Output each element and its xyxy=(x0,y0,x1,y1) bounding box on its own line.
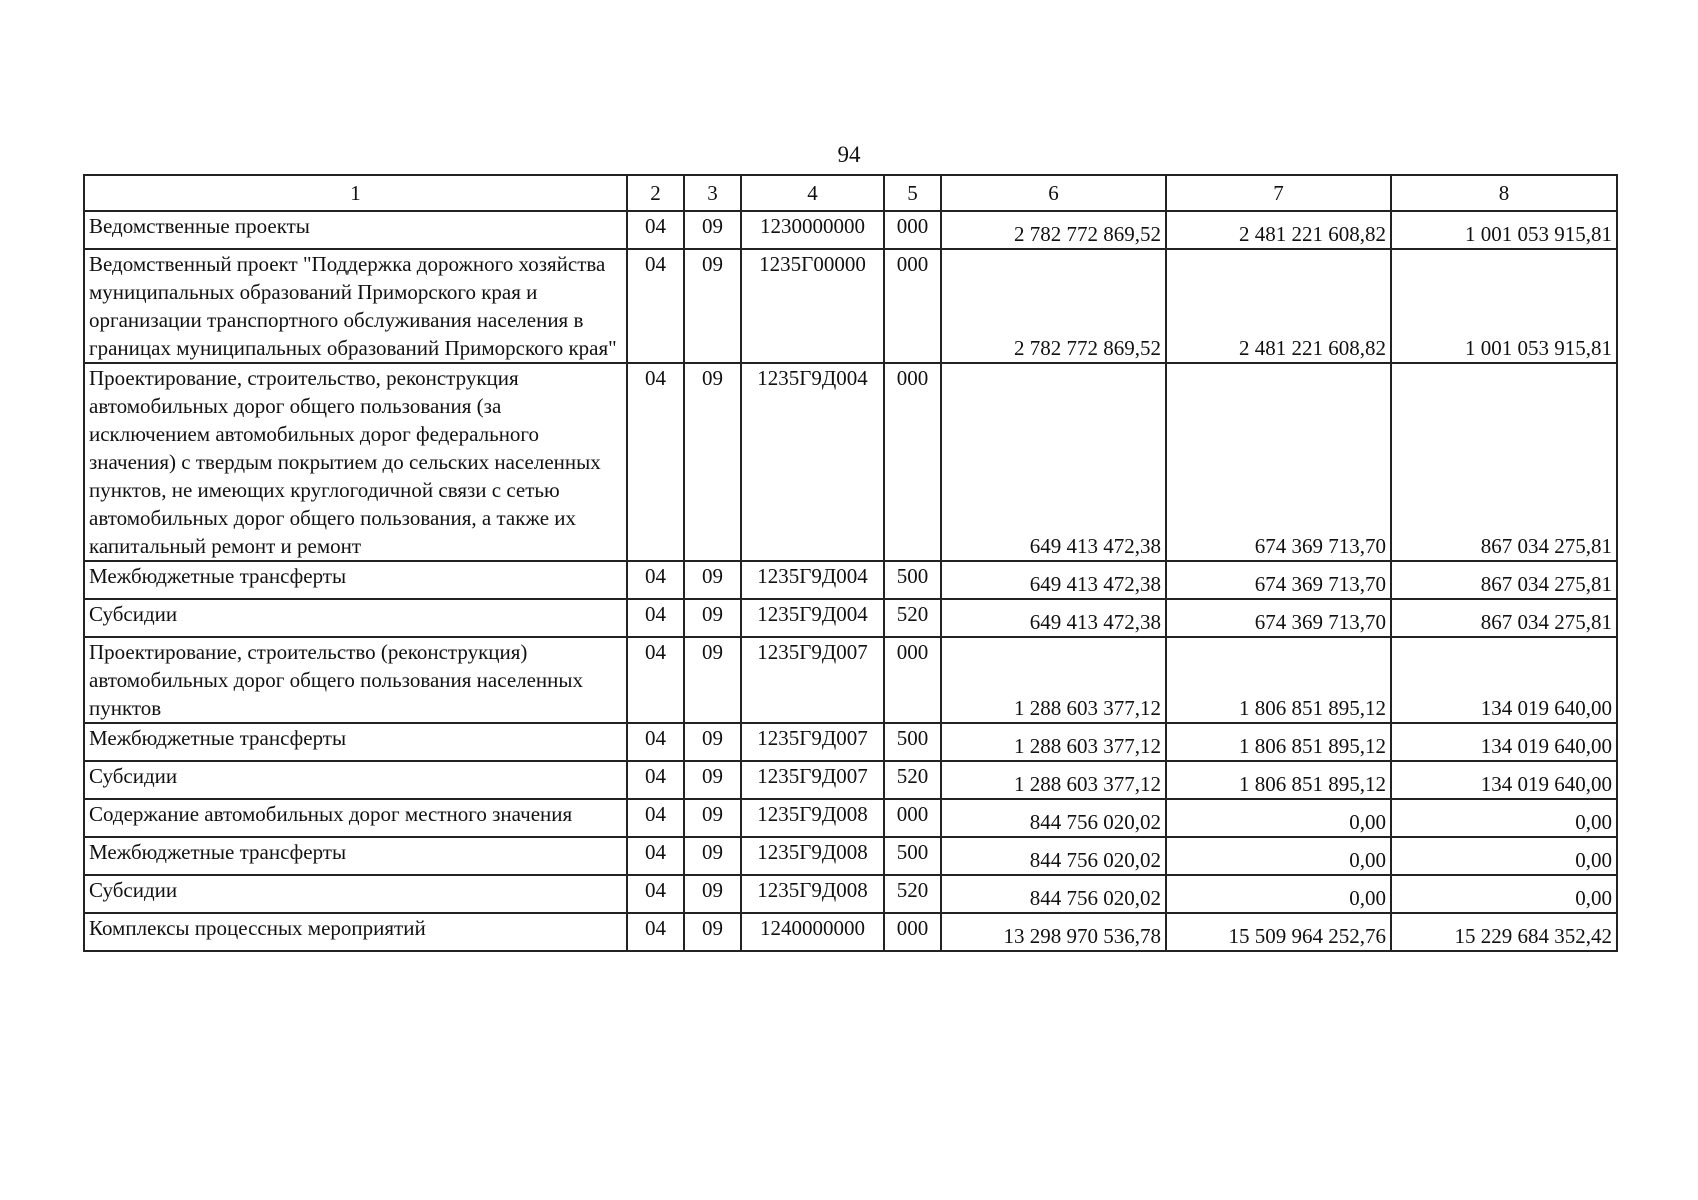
budget-table xyxy=(83,174,1618,952)
table-row xyxy=(84,637,1617,723)
expense-type-code: 000 xyxy=(884,363,941,561)
section-code: 04 xyxy=(627,799,684,837)
target-article-code: 1235Г9Д008 xyxy=(741,875,884,913)
section-code: 04 xyxy=(627,637,684,723)
subsection-code: 09 xyxy=(684,363,741,561)
amount-col-7: 0,00 xyxy=(1166,875,1391,913)
amount-col-6: 649 413 472,38 xyxy=(941,599,1166,637)
amount-col-7: 674 369 713,70 xyxy=(1166,363,1391,561)
table-row xyxy=(84,761,1617,799)
section-code: 04 xyxy=(627,249,684,363)
table-row xyxy=(84,249,1617,363)
amount-col-7: 1 806 851 895,12 xyxy=(1166,761,1391,799)
amount-col-6: 649 413 472,38 xyxy=(941,561,1166,599)
column-header: 5 xyxy=(884,175,941,211)
section-code: 04 xyxy=(627,599,684,637)
section-code: 04 xyxy=(627,723,684,761)
row-name: Субсидии xyxy=(84,761,627,799)
subsection-code: 09 xyxy=(684,637,741,723)
target-article-code: 1235Г9Д008 xyxy=(741,837,884,875)
amount-col-6: 844 756 020,02 xyxy=(941,799,1166,837)
column-header: 4 xyxy=(741,175,884,211)
section-code: 04 xyxy=(627,761,684,799)
amount-col-8: 15 229 684 352,42 xyxy=(1391,913,1617,951)
amount-col-7: 1 806 851 895,12 xyxy=(1166,637,1391,723)
expense-type-code: 000 xyxy=(884,637,941,723)
target-article-code: 1240000000 xyxy=(741,913,884,951)
section-code: 04 xyxy=(627,363,684,561)
section-code: 04 xyxy=(627,837,684,875)
subsection-code: 09 xyxy=(684,599,741,637)
amount-col-7: 674 369 713,70 xyxy=(1166,599,1391,637)
amount-col-8: 134 019 640,00 xyxy=(1391,723,1617,761)
row-name: Проектирование, строительство, реконструкция автомобильных дорог общего пользования (за исключением автомобильных дорог федерального значения) с твердым покрытием до сельских населенных пунктов, не имеющих круглогодичной связи с сетью автомобильных дорог общего пользования, а также их капитальный ремонт и ремонт xyxy=(84,363,627,561)
expense-type-code: 000 xyxy=(884,211,941,249)
amount-col-6: 13 298 970 536,78 xyxy=(941,913,1166,951)
table-row xyxy=(84,799,1617,837)
amount-col-6: 1 288 603 377,12 xyxy=(941,723,1166,761)
target-article-code: 1235Г9Д004 xyxy=(741,363,884,561)
amount-col-8: 134 019 640,00 xyxy=(1391,637,1617,723)
section-code: 04 xyxy=(627,211,684,249)
table-row xyxy=(84,211,1617,249)
row-name: Межбюджетные трансферты xyxy=(84,561,627,599)
subsection-code: 09 xyxy=(684,799,741,837)
row-name: Комплексы процессных мероприятий xyxy=(84,913,627,951)
column-header: 3 xyxy=(684,175,741,211)
target-article-code: 1235Г9Д008 xyxy=(741,799,884,837)
amount-col-8: 1 001 053 915,81 xyxy=(1391,211,1617,249)
row-name: Субсидии xyxy=(84,599,627,637)
subsection-code: 09 xyxy=(684,913,741,951)
row-name: Межбюджетные трансферты xyxy=(84,837,627,875)
table-row xyxy=(84,913,1617,951)
subsection-code: 09 xyxy=(684,723,741,761)
column-number-row xyxy=(84,175,1617,211)
expense-type-code: 500 xyxy=(884,723,941,761)
column-header: 6 xyxy=(941,175,1166,211)
amount-col-8: 134 019 640,00 xyxy=(1391,761,1617,799)
amount-col-6: 844 756 020,02 xyxy=(941,837,1166,875)
section-code: 04 xyxy=(627,913,684,951)
amount-col-7: 1 806 851 895,12 xyxy=(1166,723,1391,761)
amount-col-8: 0,00 xyxy=(1391,799,1617,837)
expense-type-code: 520 xyxy=(884,599,941,637)
column-header: 1 xyxy=(84,175,627,211)
target-article-code: 1235Г9Д004 xyxy=(741,561,884,599)
column-header: 8 xyxy=(1391,175,1617,211)
row-name: Межбюджетные трансферты xyxy=(84,723,627,761)
target-article-code: 1235Г9Д007 xyxy=(741,637,884,723)
amount-col-8: 867 034 275,81 xyxy=(1391,599,1617,637)
amount-col-6: 844 756 020,02 xyxy=(941,875,1166,913)
amount-col-7: 674 369 713,70 xyxy=(1166,561,1391,599)
column-header: 2 xyxy=(627,175,684,211)
amount-col-6: 2 782 772 869,52 xyxy=(941,211,1166,249)
amount-col-8: 1 001 053 915,81 xyxy=(1391,249,1617,363)
amount-col-7: 0,00 xyxy=(1166,799,1391,837)
amount-col-6: 649 413 472,38 xyxy=(941,363,1166,561)
subsection-code: 09 xyxy=(684,761,741,799)
expense-type-code: 000 xyxy=(884,913,941,951)
row-name: Субсидии xyxy=(84,875,627,913)
amount-col-7: 2 481 221 608,82 xyxy=(1166,249,1391,363)
amount-col-8: 0,00 xyxy=(1391,837,1617,875)
amount-col-7: 0,00 xyxy=(1166,837,1391,875)
table-row xyxy=(84,875,1617,913)
row-name: Содержание автомобильных дорог местного значения xyxy=(84,799,627,837)
amount-col-7: 2 481 221 608,82 xyxy=(1166,211,1391,249)
column-header: 7 xyxy=(1166,175,1391,211)
subsection-code: 09 xyxy=(684,875,741,913)
section-code: 04 xyxy=(627,875,684,913)
expense-type-code: 520 xyxy=(884,875,941,913)
expense-type-code: 000 xyxy=(884,249,941,363)
target-article-code: 1235Г9Д007 xyxy=(741,723,884,761)
expense-type-code: 000 xyxy=(884,799,941,837)
subsection-code: 09 xyxy=(684,561,741,599)
amount-col-8: 867 034 275,81 xyxy=(1391,363,1617,561)
target-article-code: 1235Г9Д004 xyxy=(741,599,884,637)
expense-type-code: 500 xyxy=(884,837,941,875)
amount-col-6: 1 288 603 377,12 xyxy=(941,761,1166,799)
amount-col-7: 15 509 964 252,76 xyxy=(1166,913,1391,951)
page-number: 94 xyxy=(837,142,861,167)
amount-col-6: 2 782 772 869,52 xyxy=(941,249,1166,363)
table-row xyxy=(84,723,1617,761)
table-row xyxy=(84,599,1617,637)
table-row xyxy=(84,363,1617,561)
row-name: Проектирование, строительство (реконструкция) автомобильных дорог общего пользования населенных пунктов xyxy=(84,637,627,723)
expense-type-code: 520 xyxy=(884,761,941,799)
section-code: 04 xyxy=(627,561,684,599)
target-article-code: 1235Г9Д007 xyxy=(741,761,884,799)
amount-col-8: 0,00 xyxy=(1391,875,1617,913)
amount-col-6: 1 288 603 377,12 xyxy=(941,637,1166,723)
subsection-code: 09 xyxy=(684,249,741,363)
subsection-code: 09 xyxy=(684,211,741,249)
expense-type-code: 500 xyxy=(884,561,941,599)
row-name: Ведомственный проект "Поддержка дорожного хозяйства муниципальных образований Приморского края и организации транспортного обслуживания населения в границах муниципальных образований Приморского края" xyxy=(84,249,627,363)
table-row xyxy=(84,837,1617,875)
row-name: Ведомственные проекты xyxy=(84,211,627,249)
target-article-code: 1230000000 xyxy=(741,211,884,249)
table-row xyxy=(84,561,1617,599)
subsection-code: 09 xyxy=(684,837,741,875)
amount-col-8: 867 034 275,81 xyxy=(1391,561,1617,599)
target-article-code: 1235Г00000 xyxy=(741,249,884,363)
